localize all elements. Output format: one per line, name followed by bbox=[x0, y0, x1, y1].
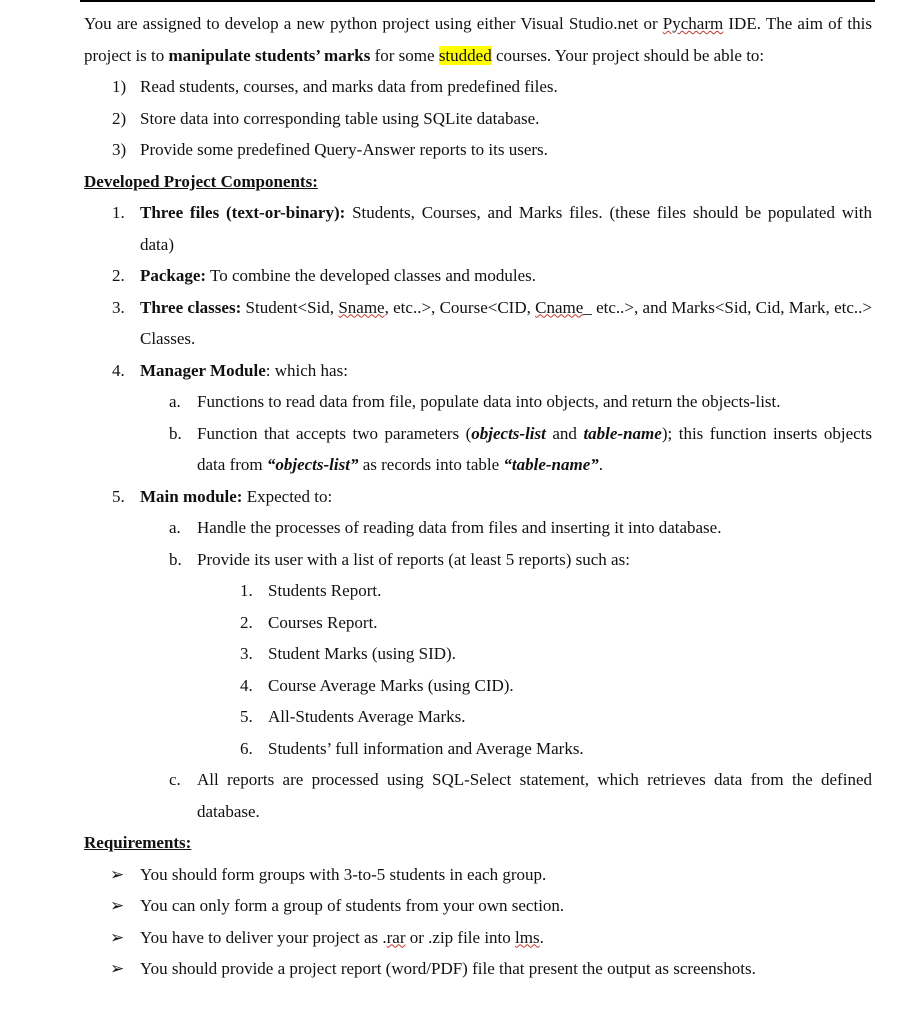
component-item bbox=[84, 197, 872, 260]
ability-item bbox=[84, 103, 872, 135]
component-item bbox=[84, 292, 872, 355]
sub-item bbox=[84, 764, 872, 827]
requirement-text: You should provide a project report (word/PDF) file that present the output as screenshots. bbox=[140, 959, 756, 978]
arrow-bullet-icon: ➢ bbox=[110, 896, 125, 915]
component-desc: , etc..>, Course<CID, bbox=[384, 297, 536, 317]
requirement-part: You have to deliver your project as . bbox=[140, 927, 387, 947]
report-item bbox=[84, 607, 872, 639]
component-label: Three files (text-or-binary): bbox=[140, 203, 346, 222]
list-number: 3) bbox=[112, 140, 127, 159]
sub-text-part: and bbox=[545, 423, 584, 443]
list-text bbox=[140, 197, 872, 260]
sub-item bbox=[84, 386, 872, 418]
list-text bbox=[140, 481, 872, 513]
report-number: 5. bbox=[240, 707, 253, 726]
requirement-part: or .zip file into bbox=[405, 927, 516, 947]
component-label: Three classes: bbox=[140, 297, 242, 317]
component-desc: Expected to: bbox=[242, 486, 333, 506]
component-item bbox=[84, 481, 872, 513]
ability-item bbox=[84, 134, 872, 166]
sub-item bbox=[84, 418, 872, 481]
requirement-item bbox=[84, 922, 872, 954]
param-name: “table-name” bbox=[503, 455, 599, 474]
sub-text: All reports are processed using SQL-Select statement, which retrieves data from the defined database. bbox=[197, 770, 872, 821]
component-item bbox=[84, 355, 872, 387]
list-text: Provide some predefined Query-Answer reports to its users. bbox=[140, 140, 548, 159]
report-item bbox=[84, 733, 872, 765]
arrow-bullet-icon: ➢ bbox=[110, 959, 125, 978]
report-text: Students Report. bbox=[268, 581, 382, 600]
requirements-heading: Requirements: bbox=[84, 833, 192, 852]
spellcheck-word: Sname bbox=[338, 297, 385, 317]
report-text: All-Students Average Marks. bbox=[268, 707, 466, 726]
list-number: 4. bbox=[112, 360, 125, 380]
intro-text: for some bbox=[370, 45, 439, 65]
requirement-item bbox=[84, 890, 872, 922]
highlighted-word: studded bbox=[438, 45, 492, 65]
list-number: 3. bbox=[112, 297, 125, 317]
intro-text: IDE. The aim of this project is to bbox=[84, 14, 872, 65]
report-text: Students’ full information and Average Marks. bbox=[268, 738, 584, 758]
sub-text bbox=[197, 418, 872, 481]
list-number: 1. bbox=[112, 203, 125, 222]
ability-item bbox=[84, 71, 872, 103]
list-text: Read students, courses, and marks data from predefined files. bbox=[140, 77, 558, 96]
component-desc: Student<Sid, bbox=[241, 297, 339, 317]
list-number: 2. bbox=[112, 266, 125, 285]
component-label: Package: bbox=[140, 266, 207, 285]
requirement-text: You can only form a group of students from your own section. bbox=[140, 896, 565, 915]
list-number: 2) bbox=[112, 108, 127, 128]
component-item bbox=[84, 260, 872, 292]
sub-letter: b. bbox=[169, 549, 182, 569]
report-number: 3. bbox=[240, 644, 253, 663]
component-desc: Students, Courses, and Marks files. (these files should be populated with data) bbox=[140, 203, 872, 254]
sub-text-part: . bbox=[598, 455, 604, 474]
intro-text: courses. Your project should be able to: bbox=[491, 45, 765, 65]
report-item bbox=[84, 638, 872, 670]
sub-text: Provide its user with a list of reports (at least 5 reports) such as: bbox=[197, 549, 630, 569]
report-number: 1. bbox=[240, 581, 253, 600]
sub-letter: c. bbox=[169, 770, 181, 789]
list-text bbox=[140, 260, 872, 292]
sub-text-part: ); this function inserts objects data from bbox=[197, 423, 873, 474]
sub-item bbox=[84, 512, 872, 544]
report-text: Courses Report. bbox=[268, 612, 378, 632]
component-desc: : which has: bbox=[265, 360, 348, 380]
sub-text-part: as records into table bbox=[358, 455, 504, 474]
sub-text-part: Function that accepts two parameters ( bbox=[197, 423, 472, 443]
report-item bbox=[84, 670, 872, 702]
list-number: 5. bbox=[112, 486, 125, 506]
intro-paragraph bbox=[84, 8, 872, 71]
sub-letter: a. bbox=[169, 518, 181, 537]
component-desc: To combine the developed classes and modules. bbox=[206, 266, 537, 285]
param-name: “objects-list” bbox=[266, 455, 359, 474]
intro-text: You are assigned to develop a new python project using either Visual Studio.net or bbox=[84, 14, 663, 33]
list-text bbox=[140, 292, 872, 355]
component-desc: _ etc..>, and Marks<Sid, Cid, Mark, etc..> Classes. bbox=[140, 297, 873, 348]
report-item bbox=[84, 575, 872, 607]
requirement-text: You should form groups with 3-to-5 students in each group. bbox=[140, 864, 547, 884]
sub-item bbox=[84, 544, 872, 576]
component-label: Manager Module bbox=[140, 360, 266, 380]
requirement-part: . bbox=[539, 927, 544, 947]
spellcheck-word: lms bbox=[515, 927, 540, 947]
report-number: 2. bbox=[240, 612, 253, 632]
list-number: 1) bbox=[112, 77, 127, 96]
arrow-bullet-icon: ➢ bbox=[110, 864, 125, 884]
param-name: objects-list bbox=[471, 423, 546, 443]
intro-bold-text: manipulate students’ marks bbox=[168, 45, 371, 65]
report-number: 6. bbox=[240, 738, 253, 758]
arrow-bullet-icon: ➢ bbox=[110, 927, 125, 947]
spellcheck-word: Pycharm bbox=[662, 14, 724, 33]
top-border-line bbox=[80, 0, 875, 2]
spellcheck-word: rar bbox=[386, 927, 406, 947]
sub-text: Handle the processes of reading data from files and inserting it into database. bbox=[197, 518, 722, 537]
list-text: Store data into corresponding table using SQLite database. bbox=[140, 108, 540, 128]
requirement-item bbox=[84, 953, 872, 985]
component-label: Main module: bbox=[140, 486, 243, 506]
sub-letter: a. bbox=[169, 392, 181, 411]
param-name: table-name bbox=[583, 423, 662, 443]
sub-text: Functions to read data from file, populate data into objects, and return the objects-list. bbox=[197, 392, 781, 411]
sub-letter: b. bbox=[169, 423, 182, 443]
report-number: 4. bbox=[240, 675, 253, 695]
requirement-text bbox=[140, 922, 872, 954]
components-heading: Developed Project Components: bbox=[84, 171, 318, 191]
report-text: Course Average Marks (using CID). bbox=[268, 675, 514, 695]
list-text bbox=[140, 355, 872, 387]
spellcheck-word: Cname bbox=[535, 297, 584, 317]
requirement-item bbox=[84, 859, 872, 891]
report-text: Student Marks (using SID). bbox=[268, 644, 456, 663]
document-body bbox=[84, 8, 872, 985]
report-item bbox=[84, 701, 872, 733]
